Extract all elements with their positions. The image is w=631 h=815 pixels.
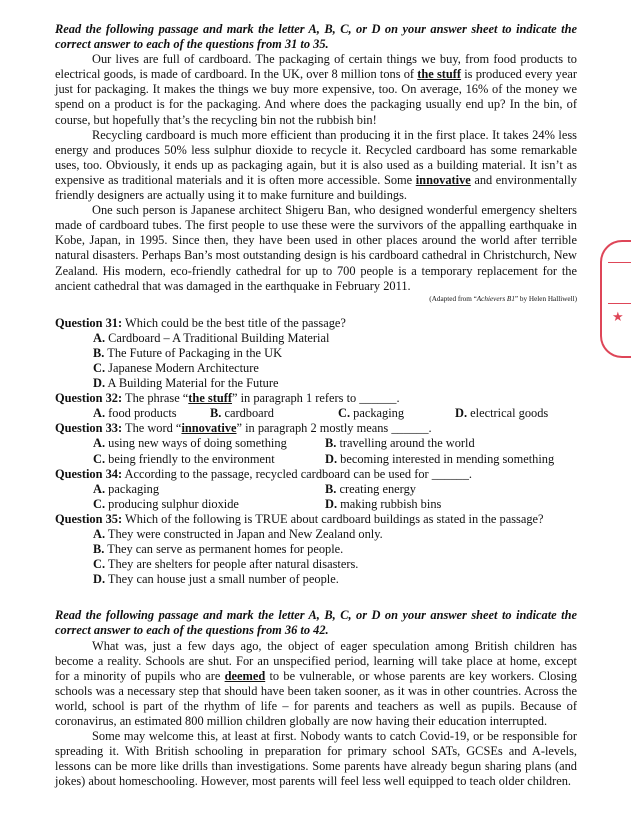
source-pre: (Adapted from “ bbox=[429, 294, 477, 303]
question-35-label: Question 35: bbox=[55, 511, 123, 526]
option-letter: D. bbox=[325, 496, 338, 511]
option-text: A Building Material for the Future bbox=[105, 376, 279, 391]
red-seal-stamp bbox=[600, 240, 631, 358]
option-letter: C. bbox=[93, 557, 106, 572]
question-33-text-post: ” in paragraph 2 mostly means ______. bbox=[236, 421, 432, 436]
section-spacer bbox=[55, 587, 577, 608]
option-text: Japanese Modern Architecture bbox=[105, 360, 259, 375]
option-text: producing sulphur dioxide bbox=[105, 496, 239, 511]
option-letter: A. bbox=[93, 527, 106, 541]
question-32-underlined: the stuff bbox=[188, 391, 233, 406]
option-text: Cardboard – A Traditional Building Material bbox=[105, 330, 330, 345]
option-letter: C. bbox=[93, 360, 106, 375]
option-31-c[interactable] bbox=[93, 361, 577, 376]
option-text: being friendly to the environment bbox=[105, 451, 275, 466]
option-letter: A. bbox=[93, 406, 106, 421]
question-31-options bbox=[93, 331, 577, 391]
option-32-a[interactable] bbox=[93, 406, 210, 421]
option-34-c[interactable] bbox=[93, 497, 325, 512]
source-credit bbox=[55, 294, 577, 304]
option-35-d[interactable] bbox=[93, 572, 577, 587]
option-letter: A. bbox=[93, 330, 106, 345]
passage1-paragraph-3: One such person is Japanese architect Shigeru Ban, who designed wonderful emergency shelters made of cardboard tubes. The first people to use these were the survivors of the appalling earthquake in Kobe, Japan, in 1995. Since then, they have been used in other places around the world after terrible natural disasters. Perhaps Ban’s most outstanding design is his cardboard cathedral in Christchurch, New Zealand. His modern, eco-friendly cathedral for up to 700 people is a temporary replacement for the ancient cathedral that was damaged in the earthquake in February 2011. bbox=[55, 203, 577, 293]
source-title: Achievers B1 bbox=[476, 294, 515, 303]
question-34 bbox=[55, 467, 577, 482]
question-31-label: Question 31: bbox=[55, 315, 123, 330]
option-34-b[interactable] bbox=[325, 482, 416, 497]
option-letter: C. bbox=[338, 406, 351, 421]
question-33-options bbox=[93, 436, 577, 466]
option-31-a[interactable] bbox=[93, 331, 577, 346]
option-text: The Future of Packaging in the UK bbox=[104, 345, 283, 360]
option-text: becoming interested in mending something bbox=[337, 451, 555, 466]
instruction-31-35: Read the following passage and mark the letter A, B, C, or D on your answer sheet to indicate the correct answer to each of the questions from 31 to 35. bbox=[55, 22, 577, 52]
p2-text-b: and environmentally friendly designers are actually using it to make furniture and buildings. bbox=[55, 172, 578, 203]
exam-page bbox=[55, 22, 577, 790]
question-34-text: According to the passage, recycled cardboard can be used for ______. bbox=[122, 466, 473, 481]
p1-text-b: to be vulnerable, or whose parents are key workers. Closing schools was a necessary step that should have been taken sooner, as it was in other countries. Across the world, school is part of the rhythm of life – for parents and teachers as well as pupils. Because of coronavirus, an estimated 800 million children globally are now having their education interrupted. bbox=[55, 668, 577, 729]
passage1-paragraph-2 bbox=[55, 128, 577, 203]
question-32-text-post: ” in paragraph 1 refers to ______. bbox=[232, 391, 400, 406]
option-letter: B. bbox=[93, 345, 105, 360]
passage2-paragraph-2: Some may welcome this, at least at first. Nobody wants to catch Covid-19, or be responsible for spreading it. With British schooling in preparation for primary school SATs, GCSEs and A-levels, lessons can be more like drills than investigations. Some parents have already begun sharing plans (and jokes) about homeschooling. However, most parents will feel less well equipped to teach older children. bbox=[55, 729, 577, 789]
question-32 bbox=[55, 391, 577, 406]
question-34-label: Question 34: bbox=[55, 466, 123, 481]
option-35-c[interactable] bbox=[93, 557, 577, 572]
option-text: They can house just a small number of people. bbox=[105, 572, 339, 587]
question-33 bbox=[55, 421, 577, 436]
option-text: packaging bbox=[350, 406, 405, 421]
option-35-a[interactable] bbox=[93, 527, 577, 542]
option-letter: D. bbox=[93, 572, 106, 587]
question-34-options bbox=[93, 482, 577, 512]
option-33-c[interactable] bbox=[93, 452, 325, 467]
question-35 bbox=[55, 512, 577, 527]
underlined-the-stuff: the stuff bbox=[417, 67, 462, 82]
underlined-innovative: innovative bbox=[415, 172, 471, 187]
option-34-a[interactable] bbox=[93, 482, 325, 497]
p1-text-b: is produced every year just for packaging. It makes the things we buy more expensive, too. On average, 16% of the money we spend on a product is for the packaging. And where does the packaging usually end up? In the bin, of course, but hopefully that’s the recycling bin not the rubbish bin! bbox=[55, 67, 578, 127]
option-letter: D. bbox=[325, 451, 338, 466]
p2-text-a: Recycling cardboard is much more efficient than producing it in the first place. It takes 24% less energy and produces 50% less sulphur dioxide to recycle it. Recycled cardboard has some remarkable uses, too. Obviously, it ends up as packaging again, but it is also used as a building material. It isn’t as expensive as traditional materials and it is often more accessible. Some bbox=[55, 127, 577, 187]
option-text: food products bbox=[105, 406, 177, 421]
star-icon: ★ bbox=[612, 309, 624, 324]
option-35-b[interactable] bbox=[93, 542, 577, 557]
option-32-b[interactable] bbox=[210, 406, 338, 421]
question-31-text: Which could be the best title of the passage? bbox=[122, 315, 346, 330]
option-text: electrical goods bbox=[467, 406, 549, 421]
option-32-d[interactable] bbox=[455, 406, 548, 421]
option-text: using new ways of doing something bbox=[105, 436, 287, 451]
instruction-36-42: Read the following passage and mark the letter A, B, C, or D on your answer sheet to indicate the correct answer to each of the questions from 36 to 42. bbox=[55, 608, 577, 638]
question-32-label: Question 32: bbox=[55, 391, 123, 406]
option-letter: C. bbox=[93, 496, 106, 511]
option-text: travelling around the world bbox=[336, 436, 475, 451]
question-35-text: Which of the following is TRUE about cardboard buildings as stated in the passage? bbox=[122, 511, 544, 526]
option-text: making rubbish bins bbox=[337, 496, 442, 511]
option-33-d[interactable] bbox=[325, 452, 554, 467]
option-letter: D. bbox=[455, 406, 468, 421]
source-post: ” by Helen Halliwell) bbox=[514, 294, 577, 303]
option-text: They can serve as permanent homes for people. bbox=[104, 542, 344, 557]
option-letter: B. bbox=[210, 406, 222, 421]
option-33-b[interactable] bbox=[325, 436, 475, 451]
option-text: They are shelters for people after natural disasters. bbox=[105, 557, 359, 572]
question-32-text-pre: The phrase “ bbox=[122, 391, 189, 406]
option-text: cardboard bbox=[221, 406, 275, 421]
question-33-text-pre: The word “ bbox=[122, 421, 182, 436]
question-35-options bbox=[93, 527, 577, 587]
option-text: They were constructed in Japan and New Zealand only. bbox=[105, 527, 383, 541]
option-text: creating energy bbox=[336, 481, 416, 496]
passage2-paragraph-1 bbox=[55, 639, 577, 730]
question-32-options bbox=[93, 406, 577, 421]
option-34-d[interactable] bbox=[325, 497, 441, 512]
p1-text-a: What was, just a few days ago, the object of eager speculation among British children has become a reality. Schools are shut. For an unspecified period, learning will take place at home, except for a minority of pupils who are bbox=[55, 638, 577, 683]
question-33-label: Question 33: bbox=[55, 421, 123, 436]
option-letter: B. bbox=[325, 481, 337, 496]
option-31-b[interactable] bbox=[93, 346, 577, 361]
option-letter: A. bbox=[93, 436, 106, 451]
option-letter: D. bbox=[93, 376, 106, 391]
option-31-d[interactable] bbox=[93, 376, 577, 391]
question-31 bbox=[55, 316, 577, 331]
option-letter: B. bbox=[93, 542, 105, 557]
passage1-paragraph-1 bbox=[55, 52, 577, 127]
option-letter: C. bbox=[93, 451, 106, 466]
seal-lines bbox=[608, 262, 631, 304]
option-32-c[interactable] bbox=[338, 406, 455, 421]
option-letter: A. bbox=[93, 481, 106, 496]
p1-text-a: Our lives are full of cardboard. The packaging of certain things we buy, from food products to electrical goods, is made of cardboard. In the UK, over 8 million tons of bbox=[55, 52, 577, 82]
underlined-deemed: deemed bbox=[224, 668, 266, 683]
option-text: packaging bbox=[105, 481, 160, 496]
question-33-underlined: innovative bbox=[181, 421, 237, 436]
option-33-a[interactable] bbox=[93, 436, 325, 451]
option-letter: B. bbox=[325, 436, 337, 451]
